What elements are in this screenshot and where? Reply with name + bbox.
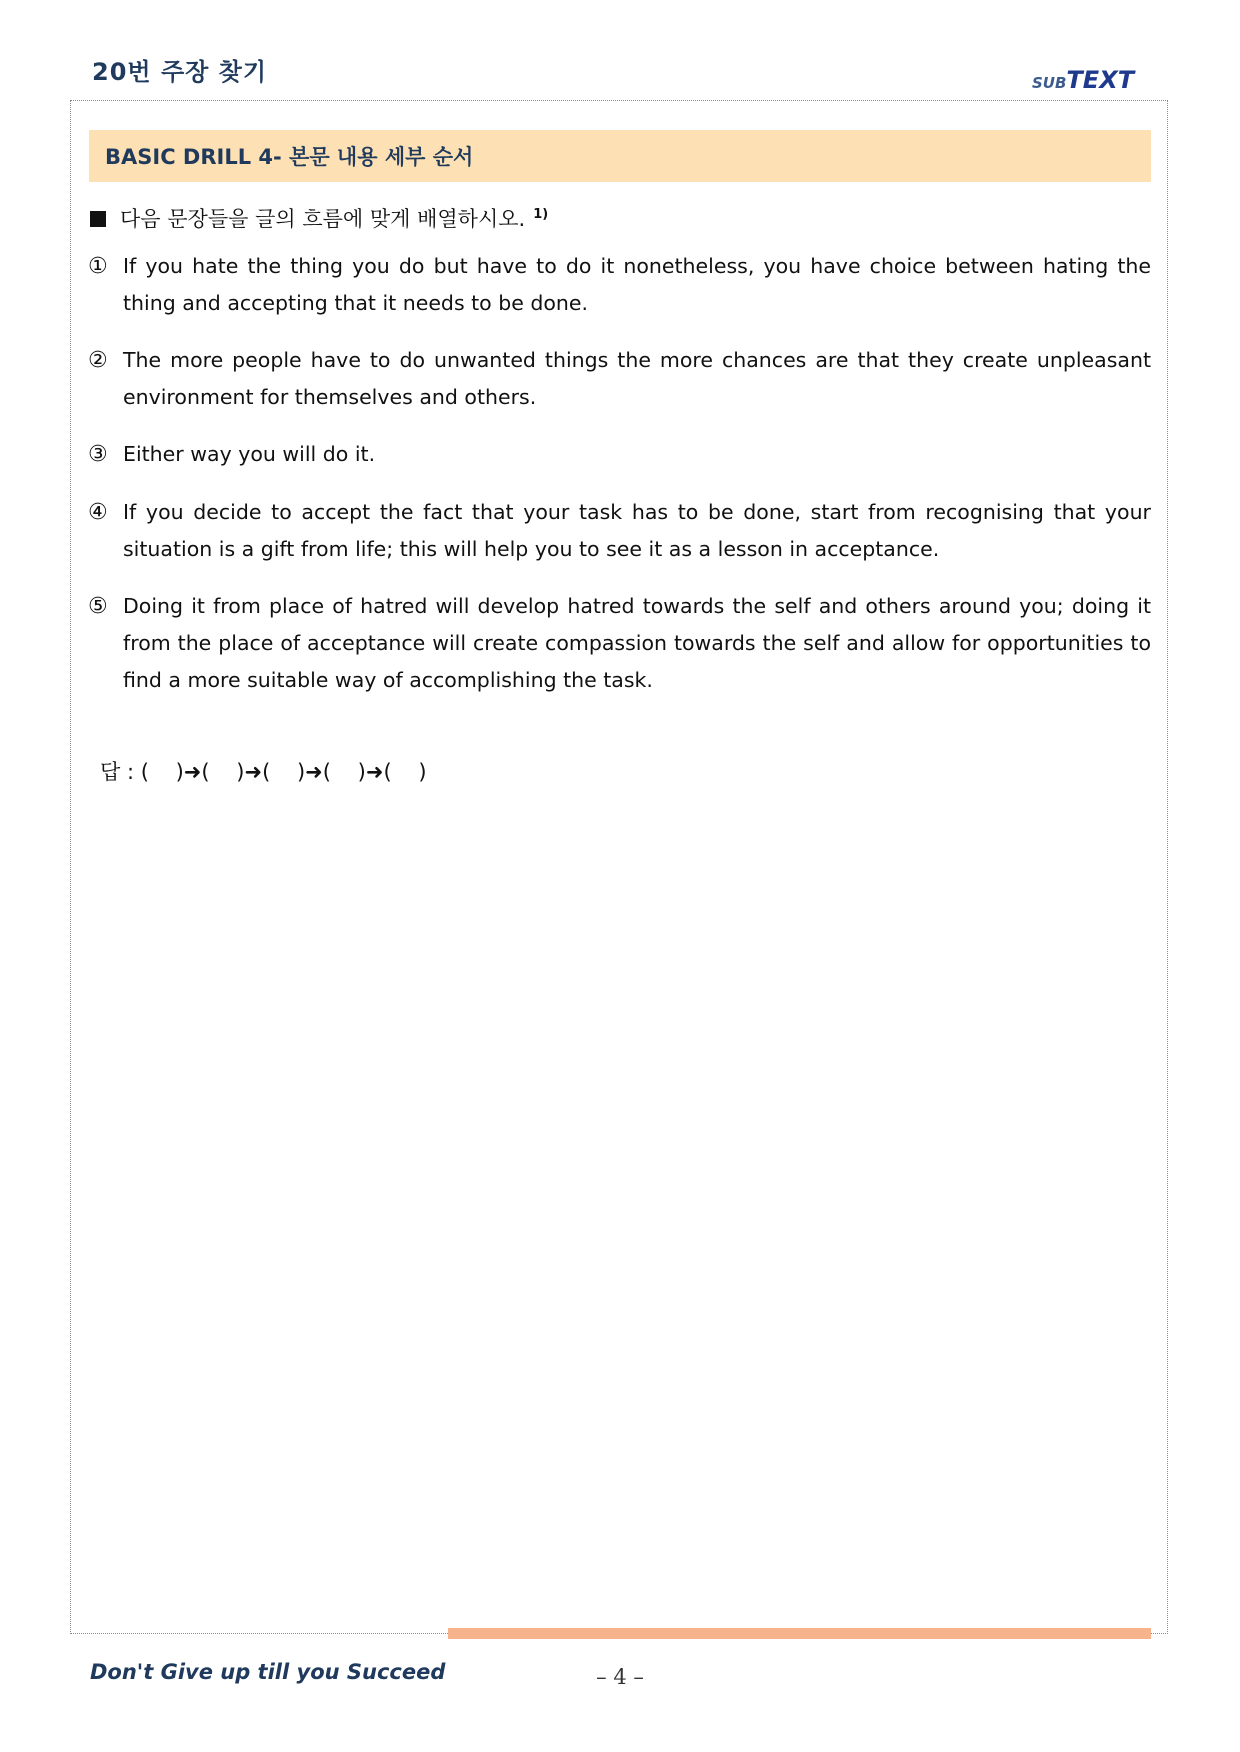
footer-motto: Don't Give up till you Succeed <box>90 1660 446 1684</box>
sentence-3 <box>88 436 1151 473</box>
footer-accent-bar <box>448 1628 1151 1639</box>
drill-heading: BASIC DRILL 4- 본문 내용 세부 순서 <box>105 145 474 169</box>
brand-logo-text: TEXT <box>1066 66 1135 94</box>
answer-line: 답 : ( )➜( )➜( )➜( )➜( ) <box>100 760 427 784</box>
sentence-number: ⑤ <box>88 594 108 619</box>
sentence-number: ③ <box>88 442 108 467</box>
sentence-text: The more people have to do unwanted things the more chances are that they create unpleasant environment for themselves and others. <box>123 348 1151 409</box>
sentence-1 <box>88 248 1151 322</box>
sentence-4 <box>88 494 1151 568</box>
page-number: – 4 – <box>596 1665 644 1689</box>
page-title: 20번 주장 찾기 <box>92 58 268 86</box>
sentence-text: Either way you will do it. <box>123 442 376 466</box>
brand-logo <box>1032 66 1134 94</box>
square-bullet-icon <box>90 211 106 227</box>
instruction-text: 다음 문장들을 글의 흐름에 맞게 배열하시오. <box>120 207 526 231</box>
sentence-text: If you hate the thing you do but have to do it nonetheless, you have choice between hating the thing and accepting that it needs to be done. <box>123 254 1151 315</box>
footnote-mark: 1) <box>533 207 549 222</box>
sentence-text: Doing it from place of hatred will develop hatred towards the self and others around you; doing it from the place of acceptance will create compassion towards the self and allow for opportunities to find a more suitable way of accomplishing the task. <box>123 594 1151 692</box>
sentence-text: If you decide to accept the fact that your task has to be done, start from recognising that your situation is a gift from life; this will help you to see it as a lesson in acceptance. <box>123 500 1151 561</box>
drill-heading-banner <box>89 130 1151 182</box>
brand-logo-sub: SUB <box>1032 74 1067 92</box>
sentence-5 <box>88 588 1151 699</box>
instruction <box>90 203 548 233</box>
sentence-2 <box>88 342 1151 416</box>
page-frame <box>70 100 1168 1634</box>
sentence-number: ④ <box>88 500 108 525</box>
sentence-number: ② <box>88 348 108 373</box>
sentence-number: ① <box>88 254 108 279</box>
